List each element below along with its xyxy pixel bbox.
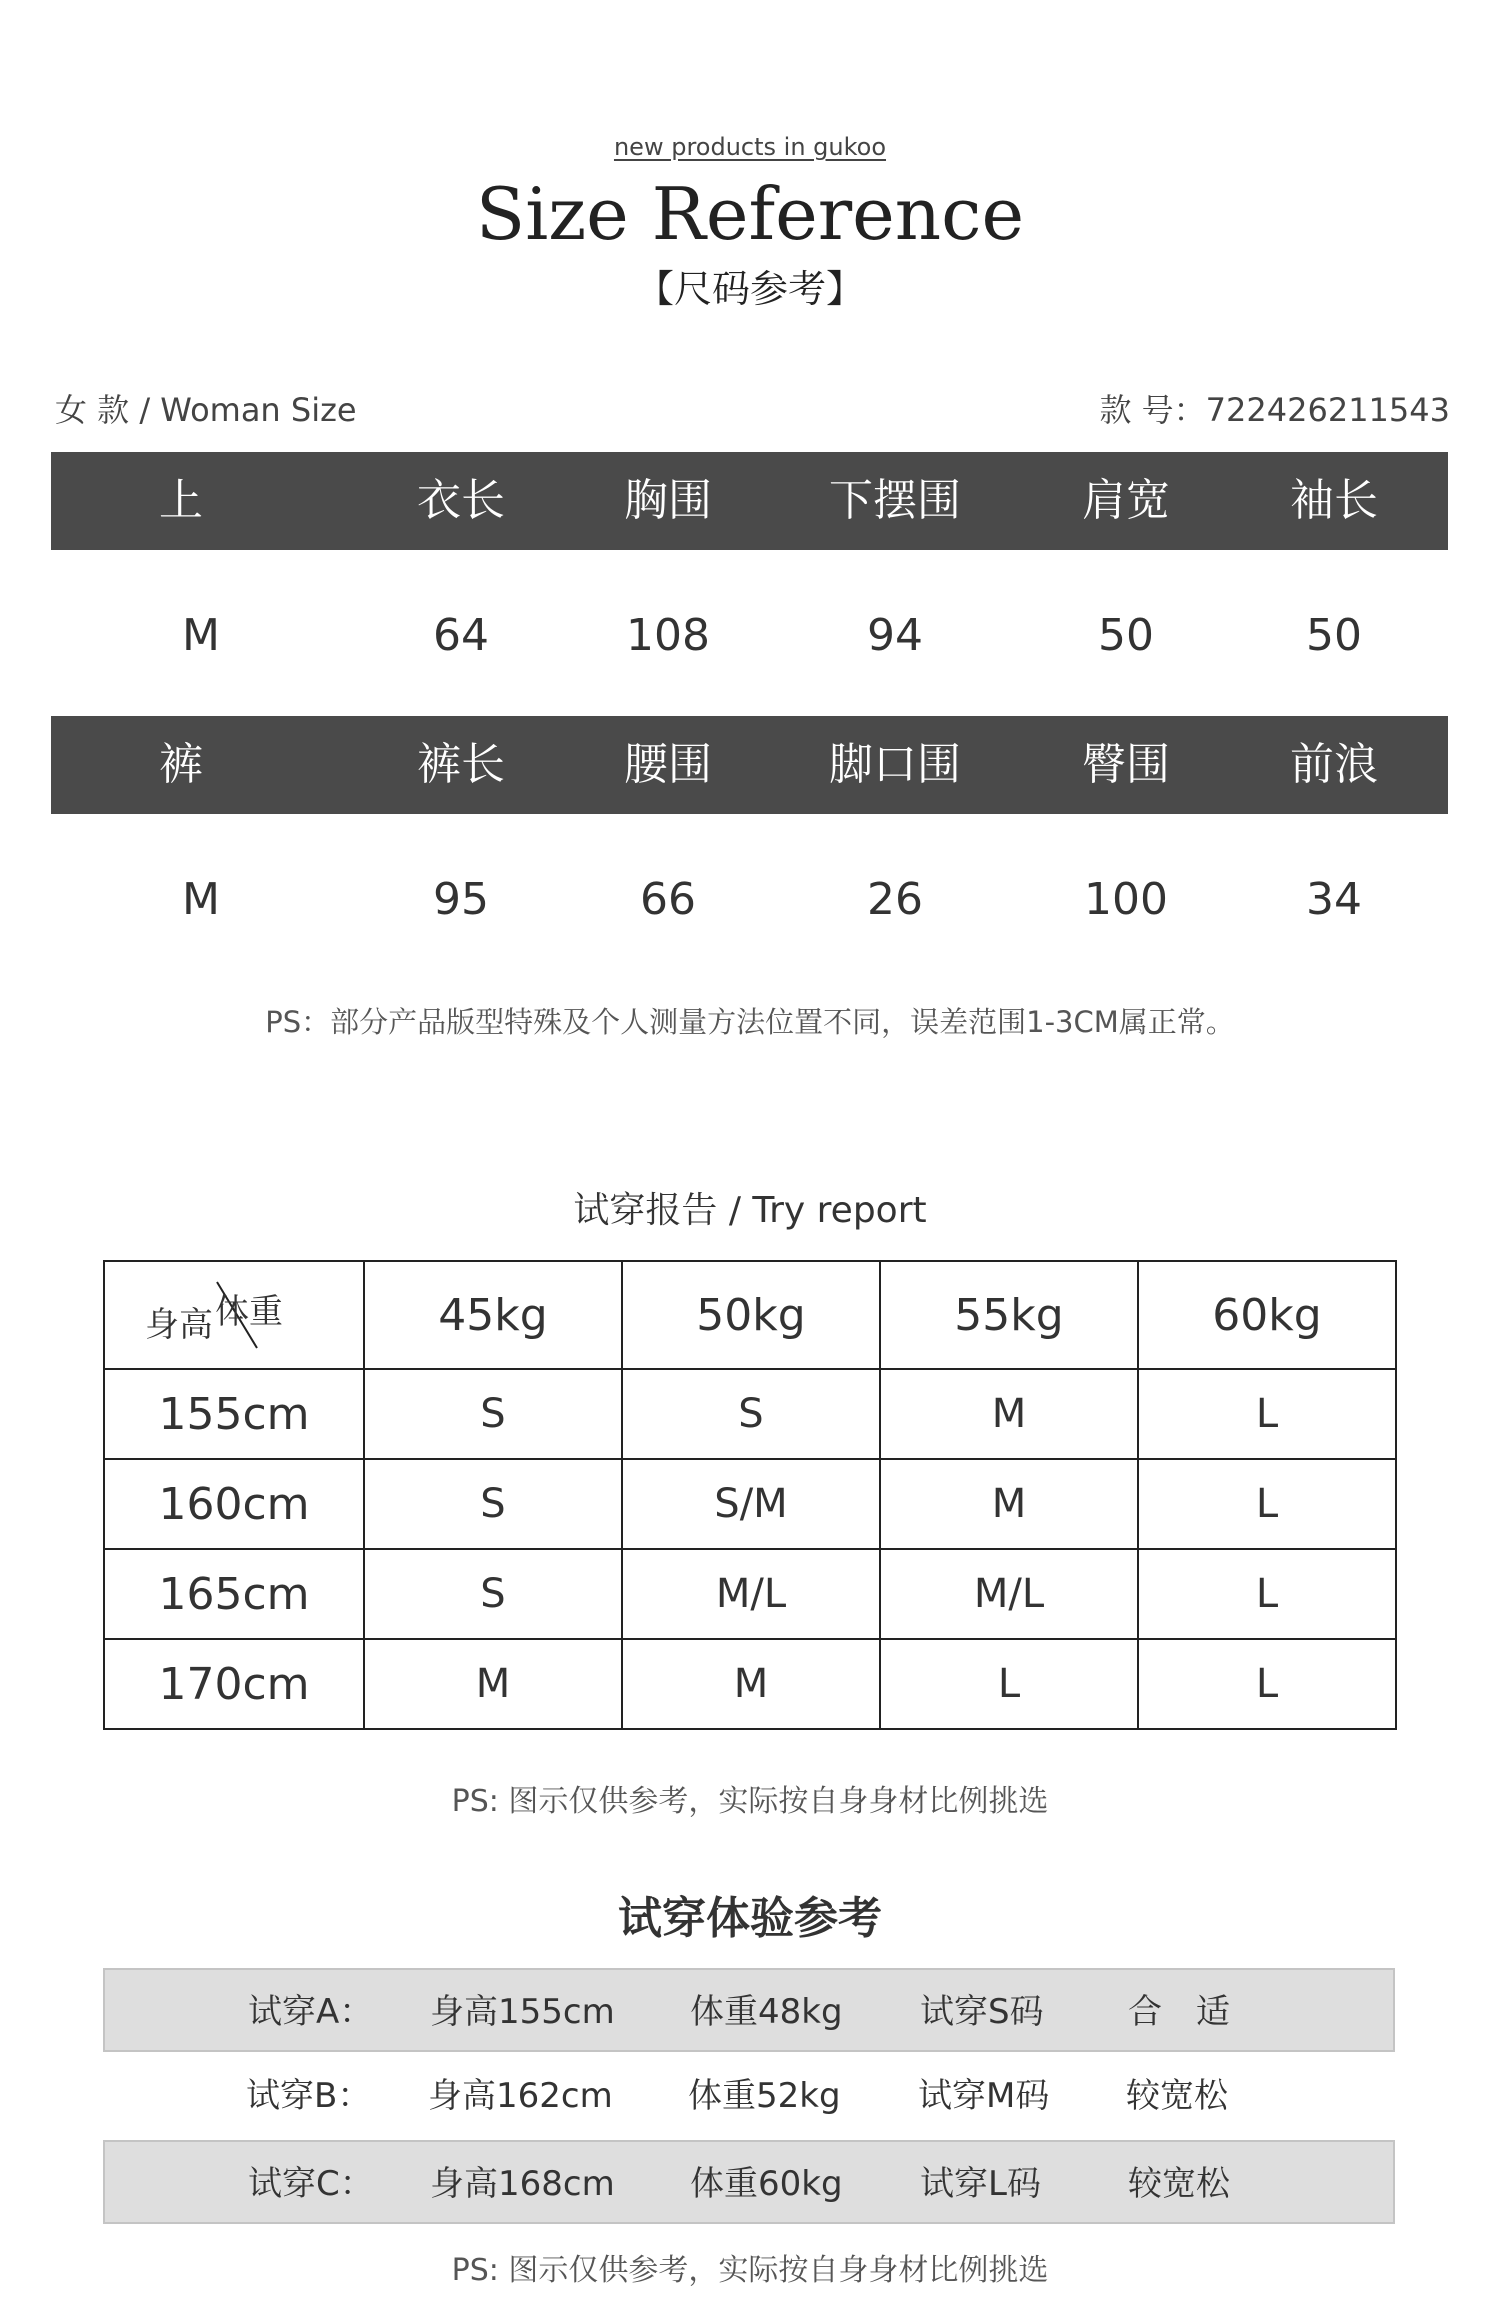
experience-note: PS: 图示仅供参考，实际按自身身材比例挑选 <box>451 2253 1049 2288</box>
woman-size-label: 女 款 / Woman Size <box>55 391 357 429</box>
height-cell: 170cm <box>104 1639 364 1729</box>
tester-fit: 合 适 <box>1128 1992 1230 2032</box>
size-cell: L <box>1138 1549 1396 1639</box>
top-chest-value: 108 <box>626 610 710 661</box>
try-report-heading: 试穿报告 / Try report <box>573 1190 927 1231</box>
experience-row-c <box>103 2140 1395 2224</box>
corner-height-label: 身高 <box>145 1305 213 1345</box>
style-number: 款 号：722426211543 <box>1099 391 1450 429</box>
size-cell: M <box>622 1639 880 1729</box>
size-cell: L <box>1138 1459 1396 1549</box>
try-report-note: PS: 图示仅供参考，实际按自身身材比例挑选 <box>451 1784 1049 1819</box>
size-cell: S <box>622 1369 880 1459</box>
table-row <box>104 1369 1396 1459</box>
table-row <box>104 1549 1396 1639</box>
pants-header-hip: 臀围 <box>1082 739 1170 790</box>
size-cell: S <box>364 1459 622 1549</box>
tester-label: 试穿A： <box>248 1992 374 2032</box>
tester-label: 试穿C： <box>248 2164 374 2204</box>
weight-header: 60kg <box>1138 1261 1396 1369</box>
height-cell: 165cm <box>104 1549 364 1639</box>
table-row <box>104 1639 1396 1729</box>
size-cell: M <box>880 1369 1138 1459</box>
top-header-length: 衣长 <box>417 475 505 526</box>
top-length-value: 64 <box>433 610 489 661</box>
height-cell: 160cm <box>104 1459 364 1549</box>
header-kicker: new products in gukoo <box>613 133 887 161</box>
top-sleeve-value: 50 <box>1306 610 1362 661</box>
size-cell: S <box>364 1549 622 1639</box>
pants-header-waist: 腰围 <box>624 739 712 790</box>
pants-header-leg-opening: 脚口围 <box>829 739 961 790</box>
experience-title: 试穿体验参考 <box>618 1893 882 1944</box>
top-size-header-bar <box>51 452 1448 624</box>
pants-header-category: 裤子/cm <box>118 739 244 888</box>
size-cell: L <box>1138 1369 1396 1459</box>
tester-size: 试穿S码 <box>920 1992 1044 2032</box>
try-report-table <box>103 1260 1397 1730</box>
tester-label: 试穿B： <box>246 2076 372 2116</box>
pants-front-rise-value: 34 <box>1306 874 1362 925</box>
size-cell: M <box>880 1459 1138 1549</box>
top-header-hem: 下摆围 <box>829 475 961 526</box>
size-cell: M <box>364 1639 622 1729</box>
height-cell: 155cm <box>104 1369 364 1459</box>
tester-height: 身高168cm <box>430 2164 615 2204</box>
corner-weight-label: 体重 <box>215 1292 283 1332</box>
pants-length-value: 95 <box>433 874 489 925</box>
tester-weight: 体重48kg <box>690 1992 843 2032</box>
experience-row-a <box>103 1968 1395 2052</box>
experience-row-b <box>103 2054 1395 2138</box>
size-cell: M/L <box>880 1549 1138 1639</box>
top-header-chest: 胸围 <box>624 475 712 526</box>
top-header-shoulder: 肩宽 <box>1082 475 1170 526</box>
pants-leg-opening-value: 26 <box>867 874 923 925</box>
tester-fit: 较宽松 <box>1126 2076 1228 2116</box>
size-cell: L <box>880 1639 1138 1729</box>
pants-size-label: M <box>182 874 220 925</box>
measurement-note: PS：部分产品版型特殊及个人测量方法位置不同，误差范围1-3CM属正常。 <box>265 1005 1235 1039</box>
page-title: Size Reference <box>475 172 1025 256</box>
corner-cell <box>104 1261 364 1369</box>
top-header-category: 上衣/cm <box>118 475 244 624</box>
top-size-label: M <box>182 610 220 661</box>
tester-size: 试穿M码 <box>918 2076 1050 2116</box>
pants-header-front-rise: 前浪 <box>1290 739 1378 790</box>
size-cell: S <box>364 1369 622 1459</box>
table-row <box>104 1459 1396 1549</box>
weight-header: 55kg <box>880 1261 1138 1369</box>
try-report-header-row <box>104 1261 1396 1369</box>
pants-waist-value: 66 <box>640 874 696 925</box>
size-cell: M/L <box>622 1549 880 1639</box>
pants-size-header-bar <box>51 716 1448 888</box>
top-shoulder-value: 50 <box>1098 610 1154 661</box>
tester-height: 身高162cm <box>428 2076 613 2116</box>
tester-fit: 较宽松 <box>1128 2164 1230 2204</box>
tester-weight: 体重52kg <box>688 2076 841 2116</box>
weight-header: 45kg <box>364 1261 622 1369</box>
tester-height: 身高155cm <box>430 1992 615 2032</box>
tester-weight: 体重60kg <box>690 2164 843 2204</box>
size-cell: S/M <box>622 1459 880 1549</box>
size-cell: L <box>1138 1639 1396 1729</box>
top-size-row <box>51 610 1448 680</box>
weight-header: 50kg <box>622 1261 880 1369</box>
pants-size-row <box>51 874 1448 944</box>
top-header-sleeve: 袖长 <box>1290 475 1378 526</box>
pants-hip-value: 100 <box>1084 874 1168 925</box>
page-subtitle: 【尺码参考】 <box>635 267 864 311</box>
top-hem-value: 94 <box>867 610 923 661</box>
tester-size: 试穿L码 <box>920 2164 1041 2204</box>
pants-header-length: 裤长 <box>417 739 505 790</box>
